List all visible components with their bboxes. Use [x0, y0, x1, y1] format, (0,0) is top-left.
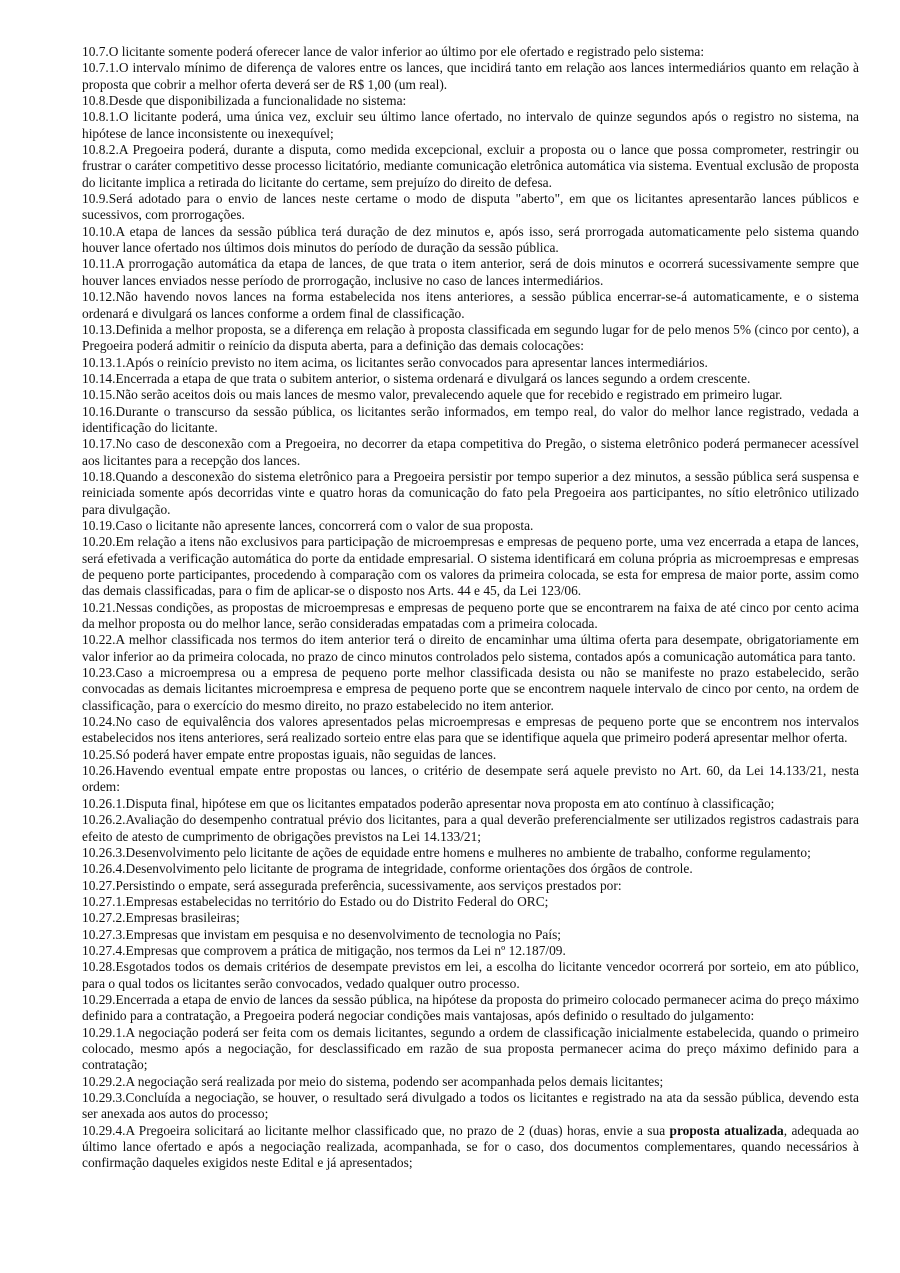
paragraph: 10.26.3.Desenvolvimento pelo licitante de ações de equidade entre homens e mulheres no ambiente de trabalho, conforme regulamento; — [82, 844, 811, 860]
paragraph: 10.16.Durante o transcurso da sessão pública, os licitantes serão informados, em tempo real, do valor do melhor lance registrado, vedada a identificação do licitante. — [82, 403, 859, 435]
paragraph: 10.29.1.A negociação poderá ser feita com os demais licitantes, segundo a ordem de classificação inicialmente estabelecida, quando o primeiro colocado, mesmo após a negociação, for desclassificado em razão de sua proposta permanecer acima do preço máximo definido para a contratação; — [82, 1024, 859, 1073]
paragraph: 10.15.Não serão aceitos dois ou mais lances de mesmo valor, prevalecendo aquele que for recebido e registrado em primeiro lugar. — [82, 387, 783, 403]
paragraph: 10.9.Será adotado para o envio de lances neste certame o modo de disputa "aberto", em que os licitantes apresentarão lances públicos e sucessivos, com prorrogações. — [82, 191, 859, 223]
paragraph: 10.7.O licitante somente poderá oferecer lance de valor inferior ao último por ele ofertado e registrado pelo sistema: — [82, 44, 705, 59]
paragraph-10-29-4 — [82, 1123, 859, 1172]
paragraph: 10.17.No caso de desconexão com a Pregoeira, no decorrer da etapa competitiva do Pregão, o sistema eletrônico poderá permanecer acessível aos licitantes para a recepção dos lances. — [82, 436, 859, 468]
paragraph: 10.10.A etapa de lances da sessão pública terá duração de dez minutos e, após isso, será prorrogada automaticamente pelo sistema quando houver lance ofertado nos últimos dois minutos do período de duração da sessão pública. — [82, 223, 859, 256]
paragraph: 10.29.2.A negociação será realizada por meio do sistema, podendo ser acompanhada pelos demais licitantes; — [82, 1073, 664, 1089]
paragraph: 10.27.4.Empresas que comprovem a prática de mitigação, nos termos da Lei nº 12.187/09. — [82, 942, 566, 958]
paragraph: 10.22.A melhor classificada nos termos do item anterior terá o direito de encaminhar uma última oferta para desempate, obrigatoriamente em valor inferior ao da primeira colocada, no prazo de cinco minutos controlados pelo sistema, contados após a comunicação automática para tanto. — [82, 632, 859, 664]
paragraph: 10.26.4.Desenvolvimento pelo licitante de programa de integridade, conforme orientações dos órgãos de controle. — [82, 861, 693, 877]
paragraph: 10.28.Esgotados todos os demais critérios de desempate previstos em lei, a escolha do licitante vencedor ocorrerá por sorteio, em ato público, para o qual todos os licitantes serão convocados, vedado qualquer outro processo. — [82, 959, 859, 991]
paragraph: 10.29.3.Concluída a negociação, se houver, o resultado será divulgado a todos os licitantes e registrado na ata da sessão pública, devendo esta ser anexada aos autos do processo; — [82, 1090, 859, 1122]
paragraph: 10.21.Nessas condições, as propostas de microempresas e empresas de pequeno porte que se encontrarem na faixa de até cinco por cento acima da melhor proposta ou do melhor lance, serão consideradas empatadas com a primeira colocada. — [82, 599, 859, 632]
paragraph: 10.29.Encerrada a etapa de envio de lances da sessão pública, na hipótese da proposta do primeiro colocado permanecer acima do preço máximo definido para a contratação, a Pregoeira poderá negociar condições mais vantajosas, após definido o resultado do julgamento: — [82, 991, 859, 1024]
paragraph: 10.18.Quando a desconexão do sistema eletrônico para a Pregoeira persistir por tempo superior a dez minutos, a sessão pública será suspensa e reiniciada somente após decorridas vinte e quatro horas da comunicação do fato pela Pregoeira aos participantes, no sítio eletrônico utilizado para divulgação. — [82, 468, 859, 517]
paragraph: 10.8.Desde que disponibilizada a funcionalidade no sistema: — [82, 93, 407, 109]
paragraph: 10.12.Não havendo novos lances na forma estabelecida nos itens anteriores, a sessão pública encerrar-se-á automaticamente, e o sistema ordenará e divulgará os lances conforme a ordem final de classificação. — [82, 289, 859, 321]
paragraph: 10.25.Só poderá haver empate entre propostas iguais, não seguidas de lances. — [82, 746, 497, 762]
paragraph: 10.20.Em relação a itens não exclusivos para participação de microempresas e empresas de pequeno porte, uma vez encerrada a etapa de lances, será efetivada a verificação automática do porte da entidade empresarial. O sistema identificará em coluna própria as microempresas e empresas de pequeno porte participantes, procedendo à comparação com os valores da primeira colocada, se esta for empresa de maior porte, assim como das demais classificadas, para o fim de aplicar-se o disposto nos Arts. 44 e 45, da Lei 123/06. — [82, 534, 859, 599]
paragraph: 10.23.Caso a microempresa ou a empresa de pequeno porte melhor classificada desista ou não se manifeste no prazo estabelecido, serão convocadas as demais licitantes microempresa e empresa de pequeno porte que se encontrem naquele intervalo de cinco por cento, na ordem de classificação, para o exercício do mesmo direito, no prazo estabelecido no item anterior. — [82, 665, 859, 713]
paragraph: 10.11.A prorrogação automática da etapa de lances, de que trata o item anterior, será de dois minutos e ocorrerá sucessivamente sempre que houver lances enviados nesse período de prorrogação, inclusive no caso de lances intermediários. — [82, 256, 859, 288]
paragraph: 10.19.Caso o licitante não apresente lances, concorrerá com o valor de sua proposta. — [82, 517, 534, 533]
paragraph: 10.7.1.O intervalo mínimo de diferença de valores entre os lances, que incidirá tanto em relação aos lances intermediários quanto em relação à proposta que cobrir a melhor oferta deverá ser de R$ 1,00 (um real). — [82, 60, 859, 92]
paragraph: 10.8.2.A Pregoeira poderá, durante a disputa, como medida excepcional, excluir a proposta ou o lance que possa comprometer, restringir ou frustrar o caráter competitivo desse processo licitatório, mediante comunicação eletrônica automática via sistema. Eventual exclusão de proposta do licitante implica a retirada do licitante do certame, sem prejuízo do direito de defesa. — [82, 142, 859, 190]
paragraph-text: 10.29.4.A Pregoeira solicitará ao licitante melhor classificado que, no prazo de 2 (duas) horas, envie a sua — [82, 1122, 670, 1138]
paragraph: 10.27.Persistindo o empate, será assegurada preferência, sucessivamente, aos serviços prestados por: — [82, 877, 622, 893]
document-body — [82, 44, 859, 1172]
bold-emphasis: proposta atualizada — [669, 1122, 784, 1138]
paragraph: 10.27.1.Empresas estabelecidas no território do Estado ou do Distrito Federal do ORC; — [82, 893, 549, 909]
paragraph: 10.13.1.Após o reinício previsto no item acima, os licitantes serão convocados para apresentar lances intermediários. — [82, 354, 708, 370]
paragraph-text: , adequada ao último lance ofertado e após a negociação realizada, acompanhada, se for o caso, dos documentos complementares, quando necessários à confirmação daqueles exigidos neste Edital e já apresentados; — [82, 1122, 859, 1171]
paragraph: 10.27.3.Empresas que invistam em pesquisa e no desenvolvimento de tecnologia no País; — [82, 926, 561, 942]
paragraph: 10.26.2.Avaliação do desempenho contratual prévio dos licitantes, para a qual deverão preferencialmente ser utilizados registros cadastrais para efeito de atesto de cumprimento de obrigações previstos na Lei 14.133/21; — [82, 812, 859, 844]
paragraph: 10.27.2.Empresas brasileiras; — [82, 910, 240, 926]
paragraph: 10.8.1.O licitante poderá, uma única vez, excluir seu último lance ofertado, no intervalo de quinze segundos após o registro no sistema, na hipótese de lance inconsistente ou inexequível; — [82, 109, 859, 141]
paragraph: 10.26.1.Disputa final, hipótese em que os licitantes empatados poderão apresentar nova proposta em ato contínuo à classificação; — [82, 795, 775, 811]
paragraph: 10.24.No caso de equivalência dos valores apresentados pelas microempresas e empresas de pequeno porte que se encontrem nos intervalos estabelecidos nos itens anteriores, será realizado sorteio entre elas para que se identifique aquela que primeiro poderá apresentar melhor oferta. — [82, 714, 859, 746]
paragraph: 10.26.Havendo eventual empate entre propostas ou lances, o critério de desempate será aquele previsto no Art. 60, da Lei 14.133/21, nesta ordem: — [82, 763, 859, 795]
paragraph: 10.13.Definida a melhor proposta, se a diferença em relação à proposta classificada em segundo lugar for de pelo menos 5% (cinco por cento), a Pregoeira poderá admitir o reinício da disputa aberta, para a definição das demais colocações: — [82, 321, 859, 354]
paragraph: 10.14.Encerrada a etapa de que trata o subitem anterior, o sistema ordenará e divulgará os lances segundo a ordem crescente. — [82, 370, 751, 386]
